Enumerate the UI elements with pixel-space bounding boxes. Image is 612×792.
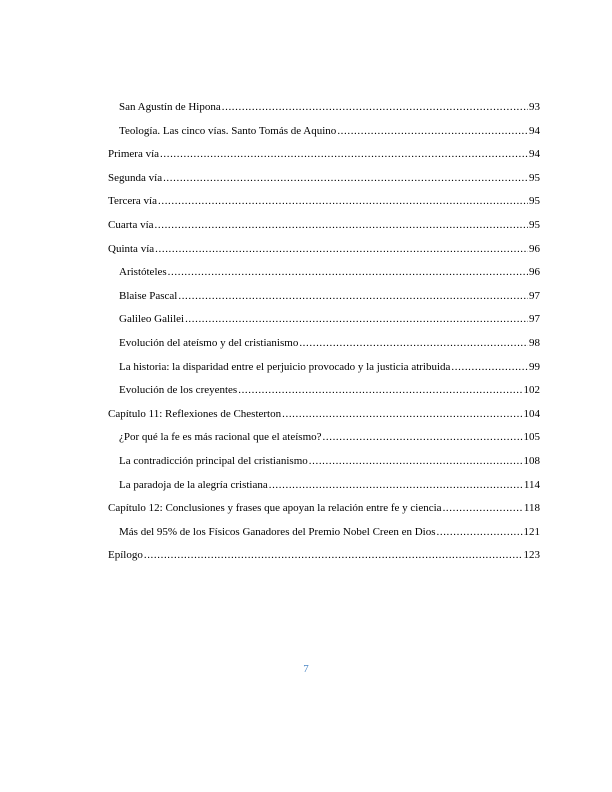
toc-entry[interactable]	[108, 147, 540, 171]
toc-entry-title: Aristóteles	[119, 266, 167, 279]
dot-leader	[437, 525, 523, 539]
toc-entry-page: 96	[529, 266, 540, 279]
toc-entry[interactable]	[108, 218, 540, 242]
toc-entry[interactable]	[108, 478, 540, 502]
toc-entry-page: 104	[523, 407, 540, 420]
toc-entry-page: 108	[523, 454, 540, 467]
toc-entry[interactable]	[108, 360, 540, 384]
toc-entry-page: 95	[529, 218, 540, 231]
toc-entry-page: 94	[529, 124, 540, 137]
toc-entry-title: Tercera vía	[108, 195, 157, 208]
toc-entry-title: Blaise Pascal	[119, 289, 178, 302]
toc-entry-page: 95	[529, 195, 540, 208]
toc-entry-title: Segunda vía	[108, 171, 163, 184]
toc-entry[interactable]	[108, 194, 540, 218]
toc-entry[interactable]	[108, 312, 540, 336]
dot-leader	[155, 242, 528, 256]
dot-leader	[185, 312, 528, 326]
dot-leader	[443, 501, 523, 515]
toc-entry[interactable]	[108, 454, 540, 478]
dot-leader	[451, 360, 528, 374]
page-number: 7	[303, 663, 309, 675]
dot-leader	[309, 454, 523, 468]
toc-entry-page: 118	[523, 502, 540, 515]
toc-entry[interactable]	[108, 336, 540, 360]
toc-entry[interactable]	[108, 265, 540, 289]
dot-leader	[269, 478, 523, 492]
toc-entry-page: 94	[529, 148, 540, 161]
toc-entry-title: Evolución de los creyentes	[119, 384, 238, 397]
toc-entry[interactable]	[108, 383, 540, 407]
toc-entry-title: Primera vía	[108, 148, 160, 161]
dot-leader	[337, 124, 528, 138]
toc-entry[interactable]	[108, 124, 540, 148]
toc-entry-page: 105	[523, 431, 540, 444]
dot-leader	[168, 265, 528, 279]
toc-entry-title: Teología. Las cinco vías. Santo Tomás de Aquino	[119, 124, 337, 137]
toc-entry-title: Cuarta vía	[108, 218, 154, 231]
toc-entry-title: Epílogo	[108, 549, 143, 562]
toc-entry-title: La paradoja de la alegría cristiana	[119, 478, 268, 491]
toc-entry[interactable]	[108, 289, 540, 313]
toc-entry[interactable]	[108, 525, 540, 549]
toc-entry-page: 93	[529, 101, 540, 113]
toc-entry-page: 97	[529, 313, 540, 326]
dot-leader	[155, 218, 528, 232]
dot-leader	[160, 147, 528, 161]
toc-entry-title: Galileo Galilei	[119, 313, 185, 326]
toc-entry-page: 95	[529, 171, 540, 184]
toc-entry-title: Más del 95% de los Físicos Ganadores del Premio Nobel Creen en Dios	[119, 525, 436, 538]
toc-entry-title: San Agustín de Hipona	[119, 101, 221, 113]
toc-entry-title: La historia: la disparidad entre el perjuicio provocado y la justicia atribuida	[119, 360, 451, 373]
toc-entry[interactable]	[108, 548, 540, 572]
toc-entry[interactable]	[108, 242, 540, 266]
toc-entry[interactable]	[108, 407, 540, 431]
dot-leader	[144, 548, 523, 562]
toc-entry-title: Quinta vía	[108, 242, 155, 255]
table-of-contents	[108, 100, 540, 572]
dot-leader	[178, 289, 528, 303]
dot-leader	[299, 336, 528, 350]
dot-leader	[323, 430, 523, 444]
toc-entry-title: ¿Por qué la fe es más racional que el ateísmo?	[119, 431, 322, 444]
toc-entry-page: 121	[523, 525, 540, 538]
dot-leader	[222, 100, 528, 114]
dot-leader	[158, 194, 528, 208]
toc-entry-page: 102	[523, 384, 540, 397]
toc-entry-page: 96	[529, 242, 540, 255]
toc-entry-title: Capítulo 11: Reflexiones de Chesterton	[108, 407, 282, 420]
toc-entry-page: 97	[529, 289, 540, 302]
toc-entry-page: 99	[529, 360, 540, 373]
toc-entry[interactable]	[108, 171, 540, 195]
toc-entry[interactable]	[108, 430, 540, 454]
toc-entry-page: 123	[523, 549, 540, 562]
dot-leader	[282, 407, 522, 421]
toc-entry[interactable]	[108, 100, 540, 124]
toc-entry[interactable]	[108, 501, 540, 525]
toc-entry-title: Evolución del ateísmo y del cristianismo	[119, 336, 299, 349]
toc-entry-title: Capítulo 12: Conclusiones y frases que apoyan la relación entre fe y ciencia	[108, 502, 442, 515]
toc-entry-page: 98	[529, 336, 540, 349]
toc-entry-title: La contradicción principal del cristianismo	[119, 454, 308, 467]
dot-leader	[238, 383, 522, 397]
toc-entry-page: 114	[523, 478, 540, 491]
dot-leader	[163, 171, 528, 185]
